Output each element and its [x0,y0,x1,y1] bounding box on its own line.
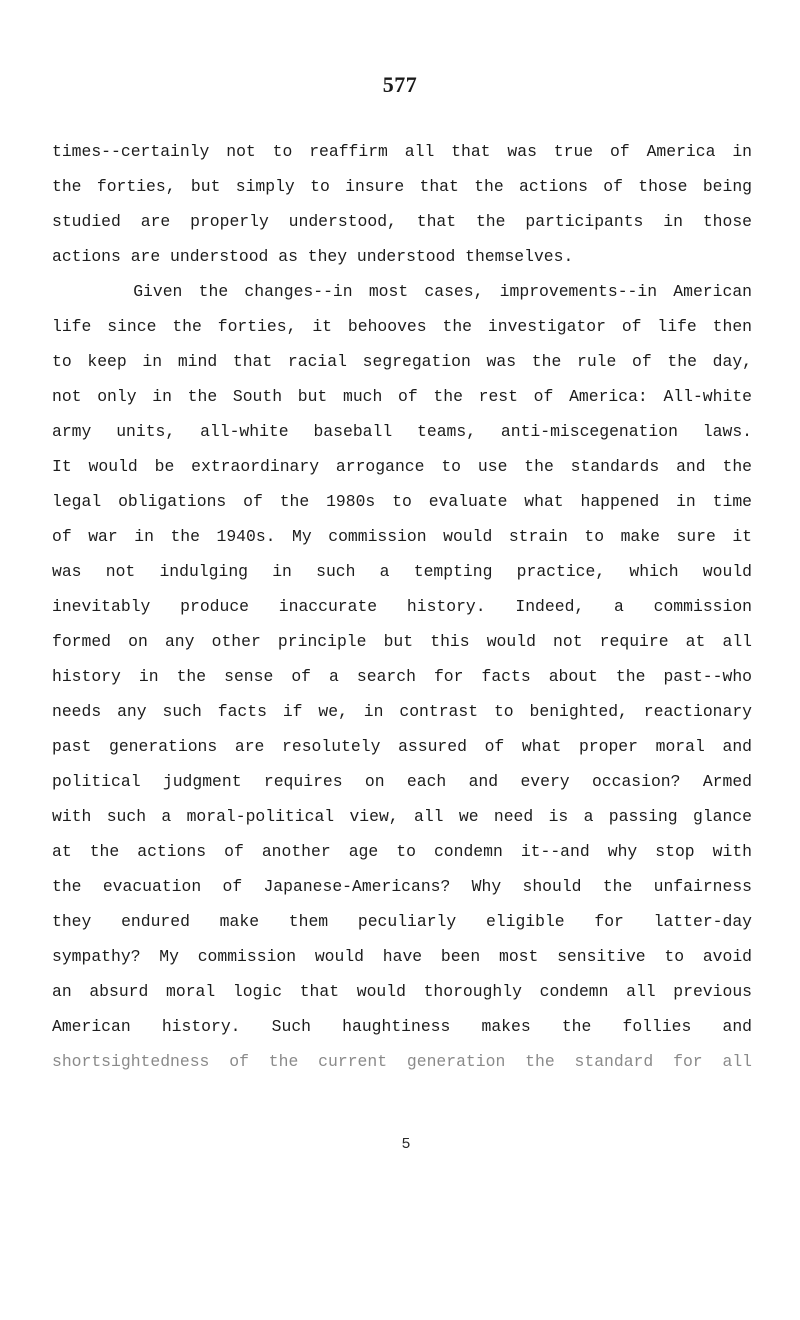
text-line: they endured make them peculiarly eligible for latter-day [52,912,752,931]
text-line: American history. Such haughtiness makes the follies and [52,1017,752,1036]
text-line: the evacuation of Japanese-Americans? Why should the unfairness [52,877,752,896]
body-text [52,134,752,1079]
text-line: the forties, but simply to insure that the actions of those being [52,177,752,196]
text-line: It would be extraordinary arrogance to use the standards and the [52,457,752,476]
text-line: Given the changes--in most cases, improvements--in American [52,282,752,301]
text-line: needs any such facts if we, in contrast to benighted, reactionary [52,702,752,721]
text-line: times--certainly not to reaffirm all that was true of America in [52,142,752,161]
text-line: not only in the South but much of the rest of America: All-white [52,387,752,406]
text-line: inevitably produce inaccurate history. Indeed, a commission [52,597,752,616]
text-line: studied are properly understood, that the participants in those [52,212,752,231]
text-line: actions are understood as they understood themselves. [52,247,574,266]
text-line: to keep in mind that racial segregation was the rule of the day, [52,352,752,371]
text-line: at the actions of another age to condemn it--and why stop with [52,842,752,861]
page-number-bottom: 5 [401,1136,411,1153]
page-number-top: 577 [382,72,418,97]
text-line: sympathy? My commission would have been most sensitive to avoid [52,947,752,966]
text-line: army units, all-white baseball teams, anti-miscegenation laws. [52,422,752,441]
text-line: of war in the 1940s. My commission would strain to make sure it [52,527,752,546]
text-line: an absurd moral logic that would thoroughly condemn all previous [52,982,752,1001]
text-line: formed on any other principle but this would not require at all [52,632,752,651]
text-line: political judgment requires on each and every occasion? Armed [52,772,752,791]
text-line: history in the sense of a search for facts about the past--who [52,667,752,686]
text-line: legal obligations of the 1980s to evaluate what happened in time [52,492,752,511]
text-line: shortsightedness of the current generation the standard for all [52,1052,752,1071]
text-line: life since the forties, it behooves the investigator of life then [52,317,752,336]
text-line: with such a moral-political view, all we need is a passing glance [52,807,752,826]
text-line: past generations are resolutely assured of what proper moral and [52,737,752,756]
text-line: was not indulging in such a tempting practice, which would [52,562,752,581]
